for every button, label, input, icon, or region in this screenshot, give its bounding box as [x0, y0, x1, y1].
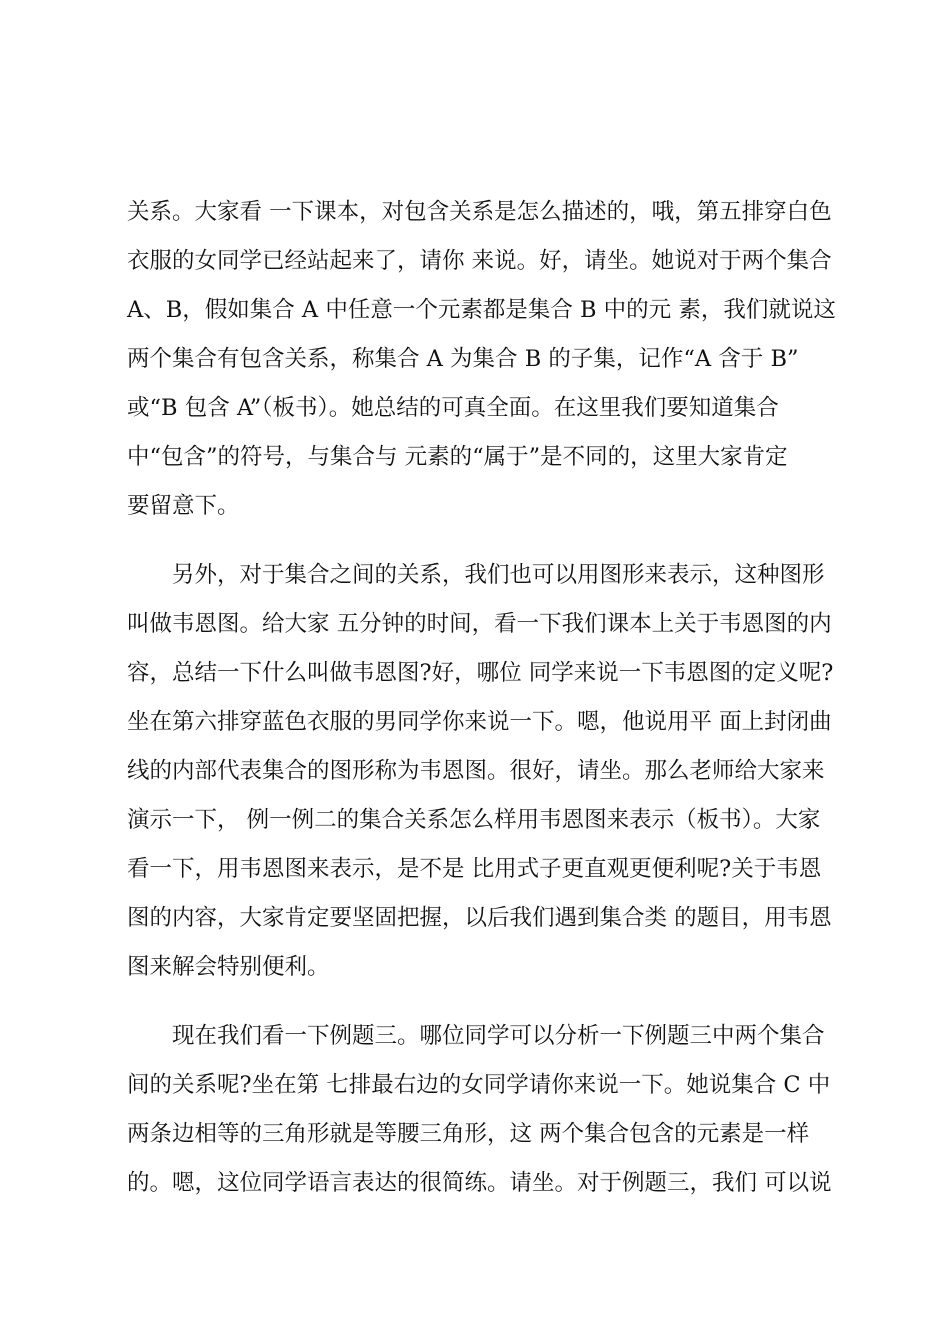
text-line: 中“包含”的符号，与集合与 元素的“属于”是不同的，这里大家肯定	[127, 444, 788, 470]
text-line: 图的内容，大家肯定要坚固把握，以后我们遇到集合类 的题目，用韦恩	[127, 905, 832, 931]
text-line: 图来解会特别便利。	[127, 954, 330, 980]
text-line: 要留意下。	[127, 493, 240, 519]
text-line: 间的关系呢?坐在第 七排最右边的女同学请你来说一下。她说集合 C 中	[127, 1072, 831, 1098]
paragraph-2	[127, 551, 837, 992]
text-line: 两条边相等的三角形就是等腰三角形，这 两个集合包含的元素是一样	[127, 1121, 810, 1147]
text-line: 叫做韦恩图。给大家 五分钟的时间，看一下我们课本上关于韦恩图的内	[127, 611, 832, 637]
text-line: A、B，假如集合 A 中任意一个元素都是集合 B 中的元 素，我们就说这	[127, 297, 836, 323]
text-line: 的。嗯，这位同学语言表达的很简练。请坐。对于例题三，我们 可以说	[127, 1170, 832, 1196]
text-line: 看一下，用韦恩图来表示，是不是 比用式子更直观更便利呢?关于韦恩	[127, 856, 822, 882]
text-line: 衣服的女同学已经站起来了，请你 来说。好，请坐。她说对于两个集合	[127, 248, 832, 274]
document-body	[127, 188, 837, 1208]
paragraph-spacer	[127, 531, 837, 551]
text-line: 坐在第六排穿蓝色衣服的男同学你来说一下。嗯，他说用平 面上封闭曲	[127, 709, 832, 735]
text-line: 演示一下， 例一例二的集合关系怎么样用韦恩图来表示（板书）。大家	[127, 807, 821, 833]
text-line: 另外，对于集合之间的关系，我们也可以用图形来表示，这种图形	[127, 562, 825, 588]
text-line: 关系。大家看 一下课本，对包含关系是怎么描述的，哦，第五排穿白色	[127, 199, 832, 225]
paragraph-3	[127, 1012, 837, 1208]
text-line: 或“B 包含 A”（板书）。她总结的可真全面。在这里我们要知道集合	[127, 395, 779, 421]
paragraph-1	[127, 188, 837, 531]
paragraph-spacer	[127, 992, 837, 1012]
text-line: 线的内部代表集合的图形称为韦恩图。很好，请坐。那么老师给大家来	[127, 758, 825, 784]
text-line: 两个集合有包含关系，称集合 A 为集合 B 的子集，记作“A 含于 B”	[127, 346, 799, 372]
text-line: 容，总结一下什么叫做韦恩图?好，哪位 同学来说一下韦恩图的定义呢?	[127, 660, 834, 686]
text-line: 现在我们看一下例题三。哪位同学可以分析一下例题三中两个集合	[127, 1023, 825, 1049]
